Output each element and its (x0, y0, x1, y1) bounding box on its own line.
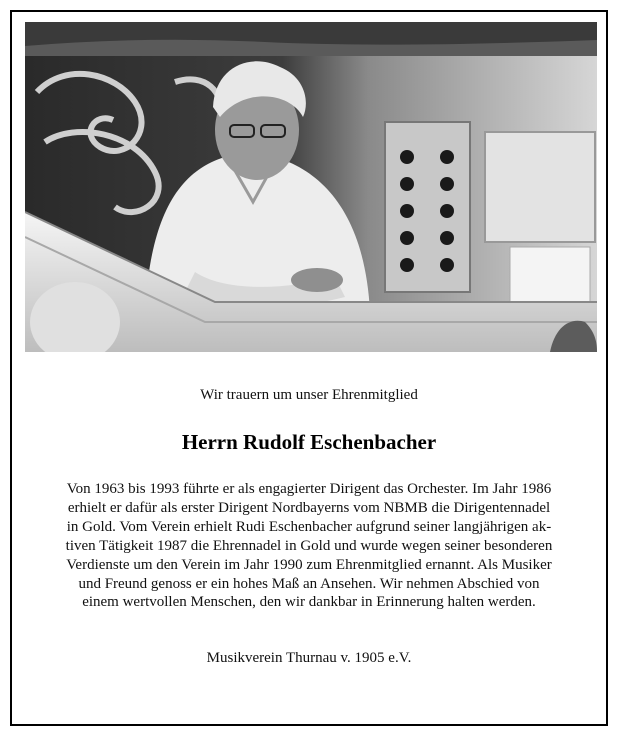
body-line: in Gold. Vom Verein erhielt Rudi Eschenbacher aufgrund seiner langjährigen ak- (66, 518, 552, 535)
body-line: tiven Tätigkeit 1987 die Ehrennadel in Gold und wurde wegen seiner besonderen (65, 537, 553, 554)
body-line: und Freund genoss er ein hohes Maß an Ansehen. Wir nehmen Abschied von (78, 575, 540, 592)
deceased-name: Herrn Rudolf Eschenbacher (181, 430, 437, 454)
obituary-body (20, 480, 598, 612)
portrait-photo (25, 22, 597, 352)
intro-line: Wir trauern um unser Ehrenmitglied (200, 387, 418, 403)
obituary-frame (10, 10, 608, 726)
body-line: erhielt er dafür als erster Dirigent Nordbayerns vom NBMB die Dirigentennadel (67, 499, 551, 516)
body-line: Von 1963 bis 1993 führte er als engagierter Dirigent das Orchester. Im Jahr 1986 (66, 481, 552, 497)
signature: Musikverein Thurnau v. 1905 e.V. (206, 650, 412, 666)
body-line: einem wertvollen Menschen, den wir dankbar in Erinnerung halten werden. (82, 594, 536, 611)
body-line: Verdienste um den Verein im Jahr 1990 zum Ehrenmitglied ernannt. Als Musiker (66, 556, 552, 573)
